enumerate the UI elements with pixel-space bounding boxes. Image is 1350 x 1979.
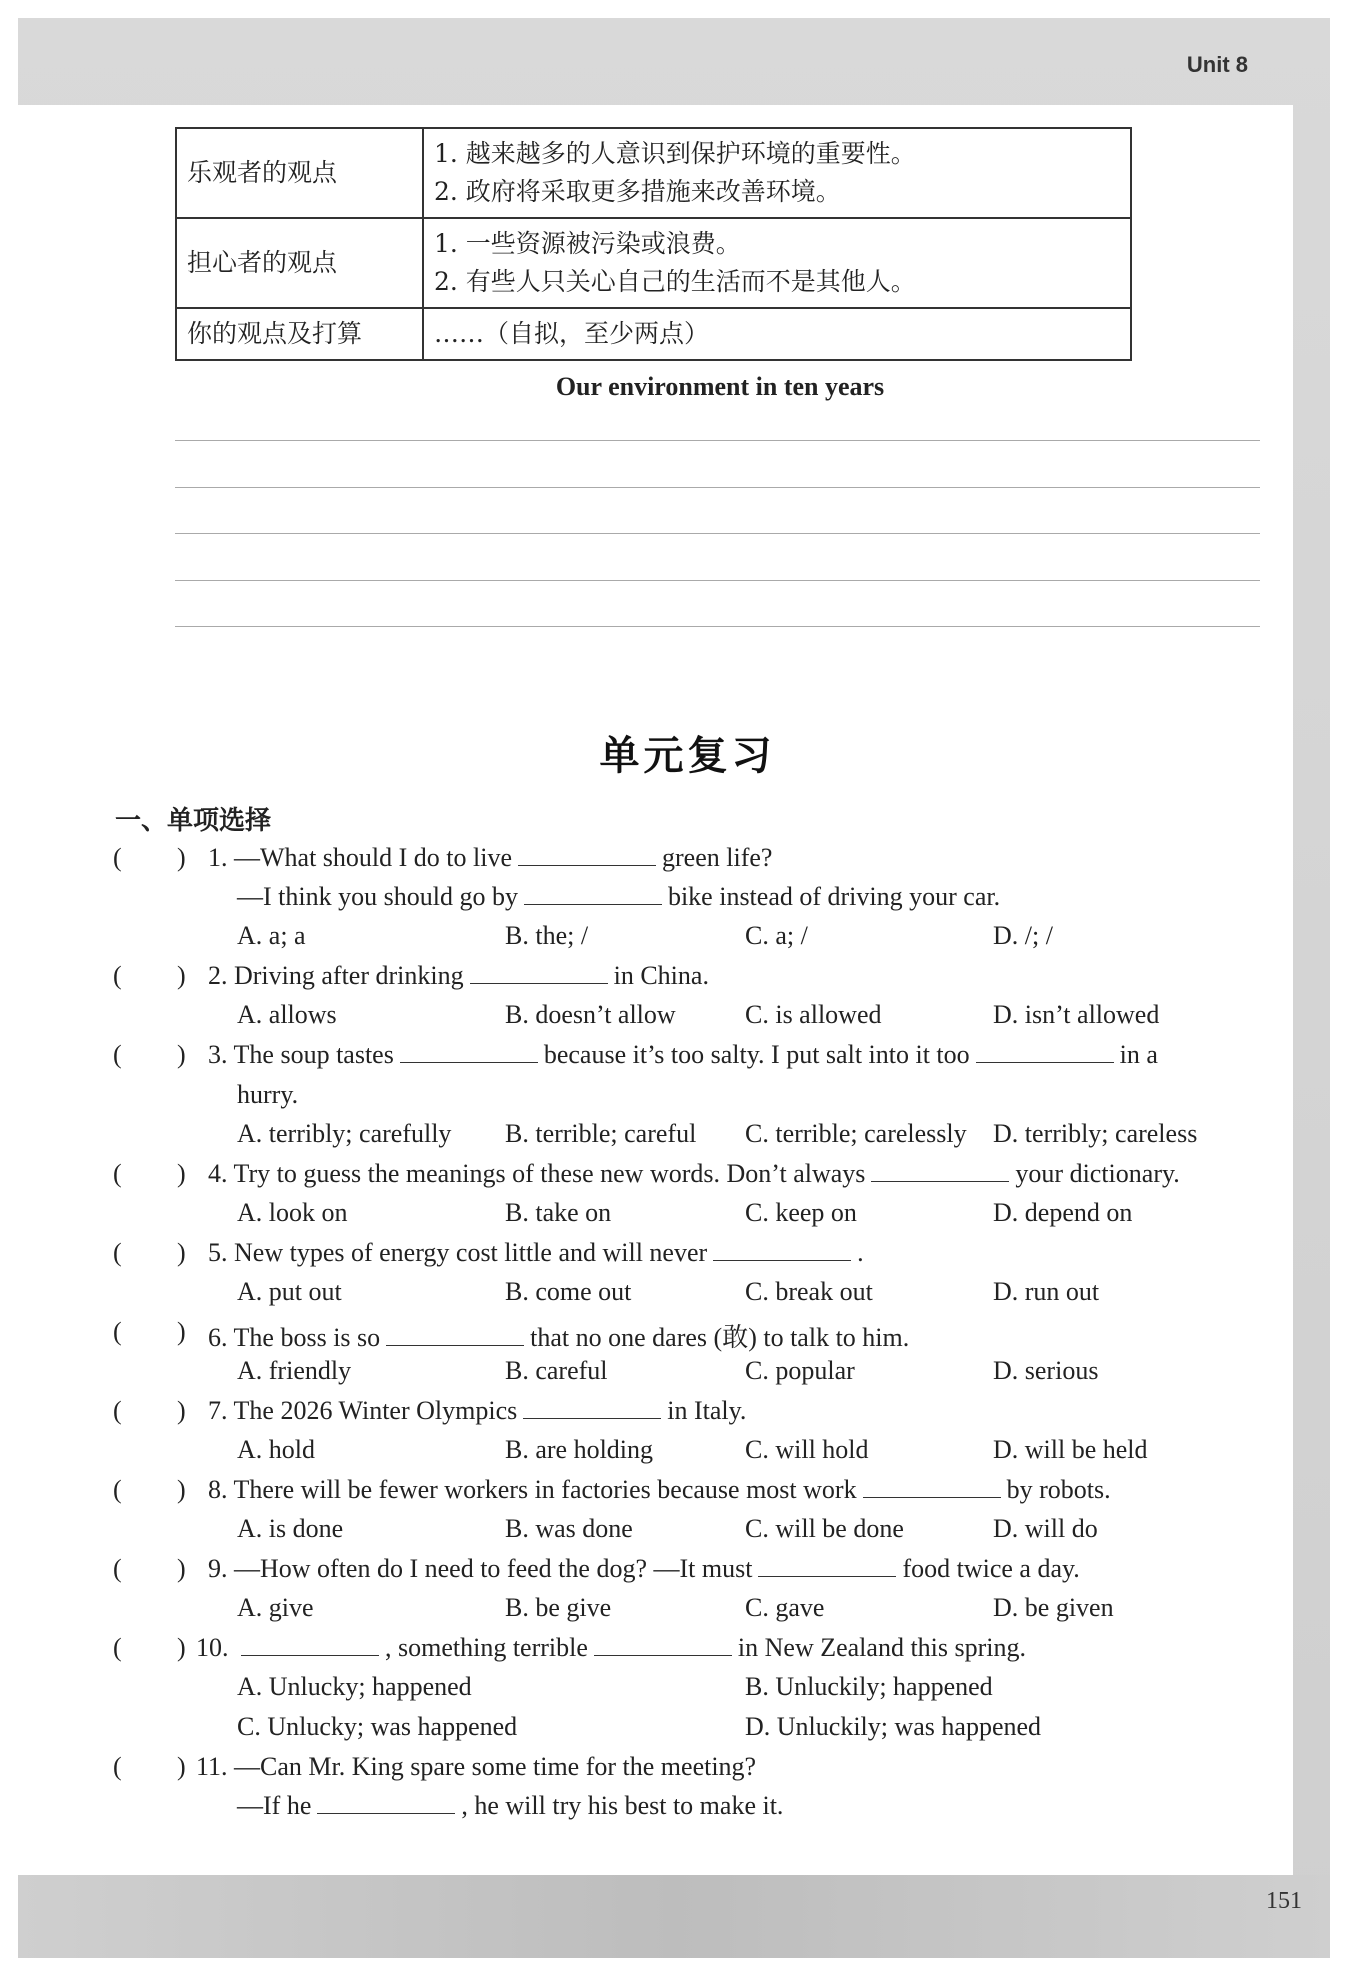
question-text: green life? [662,843,773,872]
option-d[interactable]: D. be given [993,1593,1114,1622]
question-line [196,1752,756,1782]
question-number: 4. [208,1159,228,1188]
answer-paren-close: ) [177,843,186,872]
option-a[interactable]: A. allows [237,1000,337,1029]
question-text: in New Zealand this spring. [737,1633,1027,1662]
answer-paren-close: ) [177,1238,186,1267]
row-label: 乐观者的观点 [176,128,423,218]
answer-paren-open: ( [113,1396,122,1425]
option-a[interactable]: A. is done [237,1514,344,1543]
option-d[interactable]: D. run out [993,1277,1100,1306]
question-number: 8. [208,1475,228,1504]
option-a[interactable]: A. give [237,1593,314,1622]
question-line [237,1791,783,1821]
option-d[interactable]: D. serious [993,1356,1099,1385]
row-line: ……（自拟，至少两点） [434,319,710,348]
answer-blank[interactable] [871,1159,1009,1182]
row-label: 担心者的观点 [176,218,423,308]
answer-blank[interactable] [863,1475,1001,1498]
option-b[interactable]: B. take on [505,1198,612,1227]
question-text: because it’s too salty. I put salt into it too [543,1040,970,1069]
option-c[interactable]: C. will hold [745,1435,869,1464]
option-a[interactable]: A. hold [237,1435,315,1464]
option-c[interactable]: C. keep on [745,1198,857,1227]
option-a[interactable]: A. put out [237,1277,342,1306]
option-c[interactable]: C. a; / [745,921,808,950]
answer-blank[interactable] [594,1633,732,1656]
option-b[interactable]: B. careful [505,1356,608,1385]
option-a[interactable]: A. friendly [237,1356,352,1385]
page-number: 151 [1266,1888,1302,1914]
writing-line[interactable] [175,533,1260,534]
row-line: 1. 越来越多的人意识到保护环境的重要性。 [434,139,916,168]
question-text: in China. [613,961,709,990]
answer-paren-open: ( [113,1752,122,1781]
answer-blank[interactable] [518,843,656,866]
question-text: —How often do I need to feed the dog? —It must [234,1554,753,1583]
part-heading: 一、单项选择 [115,806,272,836]
answer-paren-close: ) [177,1159,186,1188]
option-d[interactable]: D. /; / [993,921,1053,950]
question-line [208,843,772,873]
option-d[interactable]: D. will be held [993,1435,1148,1464]
question-line [208,1554,1080,1584]
bottom-band [18,1875,1330,1958]
answer-blank[interactable] [713,1238,851,1261]
question-number: 2. [208,961,228,990]
question-text: bike instead of driving your car. [667,882,1001,911]
row-line: 2. 政府将采取更多措施来改善环境。 [434,177,841,206]
question-text: The boss is so [233,1323,381,1352]
question-line [208,1159,1180,1189]
question-line [208,1040,1158,1070]
answer-paren-open: ( [113,1159,122,1188]
question-line [208,1396,746,1426]
option-c[interactable]: C. terrible; carelessly [745,1119,967,1148]
answer-paren-close: ) [177,1554,186,1583]
answer-paren-open: ( [113,1238,122,1267]
answer-paren-close: ) [177,1752,186,1781]
question-text: your dictionary. [1015,1159,1180,1188]
question-number: 7. [208,1396,228,1425]
answer-blank[interactable] [470,961,608,984]
question-line [208,961,709,991]
option-b[interactable]: B. was done [505,1514,633,1543]
question-text: , something terrible [385,1633,588,1662]
answer-blank[interactable] [524,882,662,905]
option-a[interactable]: A. Unlucky; happened [237,1672,472,1701]
question-line [208,1475,1111,1505]
question-line [196,1633,1026,1663]
answer-paren-close: ) [177,1040,186,1069]
option-b[interactable]: B. terrible; careful [505,1119,697,1148]
answer-paren-open: ( [113,1554,122,1583]
question-text: —If he [237,1791,312,1820]
answer-blank[interactable] [523,1396,661,1419]
option-c[interactable]: C. is allowed [745,1000,882,1029]
answer-paren-close: ) [177,961,186,990]
option-c[interactable]: C. gave [745,1593,825,1622]
writing-line[interactable] [175,440,1260,441]
answer-paren-close: ) [177,1317,186,1346]
row-content [423,308,1131,360]
answer-paren-close: ) [177,1633,186,1662]
answer-paren-close: ) [177,1475,186,1504]
option-b[interactable]: B. come out [505,1277,632,1306]
writing-line[interactable] [175,580,1260,581]
writing-line[interactable] [175,626,1260,627]
question-number: 1. [208,843,228,872]
question-number: 6. [208,1323,228,1352]
question-number: 3. [208,1040,228,1069]
answer-blank[interactable] [241,1633,379,1656]
question-line [208,1238,864,1268]
question-text: by robots. [1006,1475,1111,1504]
answer-paren-open: ( [113,1040,122,1069]
question-text: Try to guess the meanings of these new words. Don’t always [233,1159,866,1188]
answer-blank[interactable] [976,1040,1114,1063]
option-d[interactable]: D. depend on [993,1198,1133,1227]
option-b[interactable]: B. doesn’t allow [505,1000,676,1029]
question-line [208,1317,909,1354]
question-number: 10. [196,1633,229,1662]
question-text: , he will try his best to make it. [461,1791,784,1820]
option-b[interactable]: B. Unluckily; happened [745,1672,993,1701]
option-a[interactable]: A. terribly; carefully [237,1119,452,1148]
answer-blank[interactable] [400,1040,538,1063]
option-b[interactable]: B. be give [505,1593,612,1622]
question-text: —What should I do to live [234,843,513,872]
option-c[interactable]: C. Unlucky; was happened [237,1712,518,1741]
answer-paren-close: ) [177,1396,186,1425]
question-text: —I think you should go by [237,882,518,911]
answer-blank[interactable] [386,1323,524,1346]
table-row [176,128,1131,218]
option-d[interactable]: D. Unluckily; was happened [745,1712,1042,1741]
unit-label: Unit 8 [1186,52,1248,77]
answer-paren-open: ( [113,1633,122,1662]
answer-blank[interactable] [758,1554,896,1577]
opinion-table [175,127,1132,361]
question-text: —Can Mr. King spare some time for the meeting? [234,1752,757,1781]
table-row [176,218,1131,308]
question-number: 5. [208,1238,228,1267]
row-content [423,128,1131,218]
row-line: 2. 有些人只关心自己的生活而不是其他人。 [434,267,916,296]
row-label: 你的观点及打算 [176,308,423,360]
question-text: in a [1119,1040,1158,1069]
option-d[interactable]: D. terribly; careless [993,1119,1198,1148]
question-text: The 2026 Winter Olympics [233,1396,518,1425]
question-text: in Italy. [667,1396,747,1425]
table-row [176,308,1131,360]
question-number: 11. [196,1752,228,1781]
option-d[interactable]: D. isn’t allowed [993,1000,1160,1029]
writing-line[interactable] [175,487,1260,488]
option-c[interactable]: C. will be done [745,1514,904,1543]
option-a[interactable]: A. a; a [237,921,306,950]
question-number: 9. [208,1554,228,1583]
answer-paren-open: ( [113,1475,122,1504]
section-title: 单元复习 [599,733,776,779]
option-c[interactable]: C. popular [745,1356,855,1385]
answer-paren-open: ( [113,1317,122,1346]
option-c[interactable]: C. break out [745,1277,873,1306]
option-b[interactable]: B. the; / [505,921,589,950]
question-text: Driving after drinking [234,961,464,990]
question-text: New types of energy cost little and will never [234,1238,708,1267]
question-line [237,882,1000,912]
answer-paren-open: ( [113,961,122,990]
question-text: There will be fewer workers in factories because most work [233,1475,857,1504]
question-text: . [857,1238,864,1267]
option-b[interactable]: B. are holding [505,1435,654,1464]
row-line: 1. 一些资源被污染或浪费。 [434,229,741,258]
question-text: food twice a day. [902,1554,1080,1583]
question-text: The soup tastes [233,1040,394,1069]
option-d[interactable]: D. will do [993,1514,1098,1543]
question-text: that no one dares (敢) to talk to him. [530,1323,910,1352]
answer-paren-open: ( [113,843,122,872]
essay-title: Our environment in ten years [555,372,885,401]
option-a[interactable]: A. look on [237,1198,348,1227]
answer-blank[interactable] [317,1791,455,1814]
question-line [237,1080,298,1110]
question-text: hurry. [237,1080,299,1109]
row-content [423,218,1131,308]
